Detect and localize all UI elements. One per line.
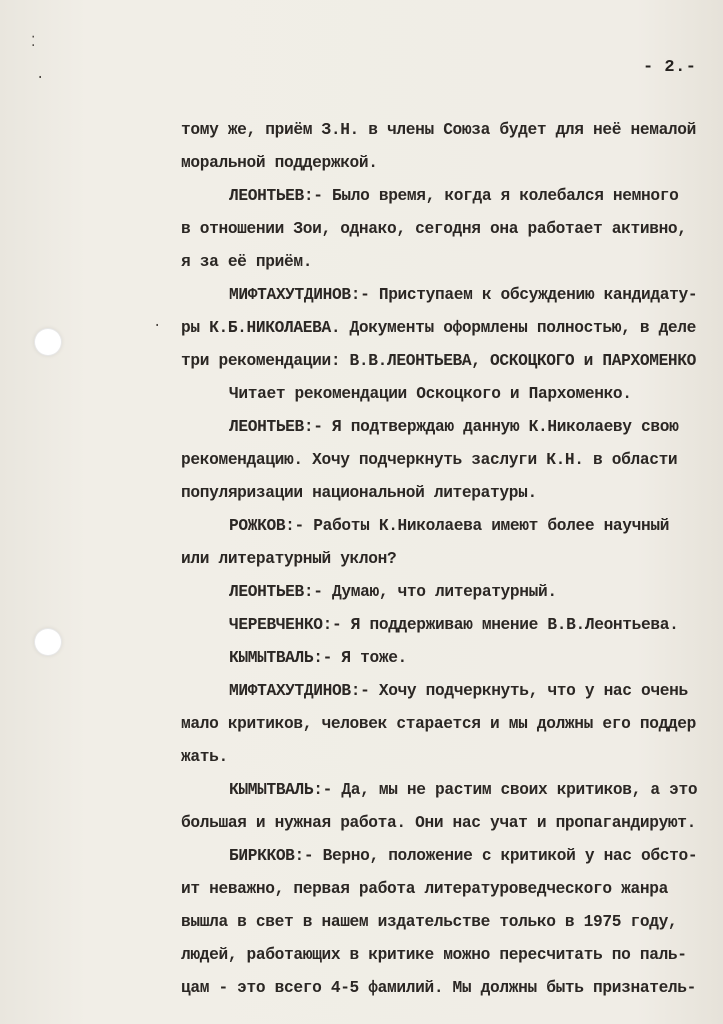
text-line-26: людей, работающих в критике можно пересчитать по паль-	[181, 946, 687, 964]
text-line-18: МИФТАХУТДИНОВ:- Хочу подчеркнуть, что у нас очень	[229, 682, 688, 700]
text-line-17: КЫМЫТВАЛЬ:- Я тоже.	[229, 649, 407, 667]
punch-hole-bottom	[34, 628, 62, 656]
text-line-7: ры К.Б.НИКОЛАЕВА. Документы оформлены полностью, в деле	[181, 319, 697, 337]
text-line-27: цам - это всего 4-5 фамилий. Мы должны быть признатель-	[181, 979, 697, 997]
text-line-15: ЛЕОНТЬЕВ:- Думаю, что литературный.	[229, 583, 557, 601]
text-line-13: РОЖКОВ:- Работы К.Николаева имеют более научный	[229, 517, 670, 535]
text-line-10: ЛЕОНТЬЕВ:- Я подтверждаю данную К.Николаеву свою	[229, 418, 679, 436]
page-number: - 2.-	[643, 58, 697, 77]
page-mark: ·	[36, 70, 45, 86]
text-line-1: тому же, приём З.Н. в члены Союза будет для неё немалой	[181, 121, 697, 139]
text-line-21: КЫМЫТВАЛЬ:- Да, мы не растим своих критиков, а это	[229, 781, 698, 799]
text-line-23: БИРККОВ:- Верно, положение с критикой у нас обсто-	[229, 847, 698, 865]
punch-hole-top	[34, 328, 62, 356]
text-line-9: Читает рекомендации Оскоцкого и Пархоменко.	[229, 385, 632, 403]
text-line-11: рекомендацию. Хочу подчеркнуть заслуги К.Н. в области	[181, 451, 678, 469]
text-line-4: в отношении Зои, однако, сегодня она работает активно,	[181, 220, 687, 238]
text-line-16: ЧЕРЕВЧЕНКО:- Я поддерживаю мнение В.В.Леонтьева.	[229, 616, 679, 634]
text-line-19: мало критиков, человек старается и мы должны его поддер	[181, 715, 697, 733]
text-line-14: или литературный уклон?	[181, 550, 397, 568]
text-line-22: большая и нужная работа. Они нас учат и пропагандируют.	[181, 814, 697, 832]
text-line-24: ит неважно, первая работа литературоведческого жанра	[181, 880, 668, 898]
text-line-5: я за её приём.	[181, 253, 313, 271]
page-mark: ·	[153, 318, 162, 334]
text-line-6: МИФТАХУТДИНОВ:- Приступаем к обсуждению кандидату-	[229, 286, 698, 304]
page-mark: ⁚	[31, 35, 36, 51]
text-line-25: вышла в свет в нашем издательстве только в 1975 году,	[181, 913, 678, 931]
text-line-20: жать.	[181, 748, 228, 766]
text-line-8: три рекомендации: В.В.ЛЕОНТЬЕВА, ОСКОЦКОГО и ПАРХОМЕНКО	[181, 352, 697, 370]
text-line-12: популяризации национальной литературы.	[181, 484, 537, 502]
text-line-3: ЛЕОНТЬЕВ:- Было время, когда я колебался немного	[229, 187, 679, 205]
text-line-2: моральной поддержкой.	[181, 154, 378, 172]
